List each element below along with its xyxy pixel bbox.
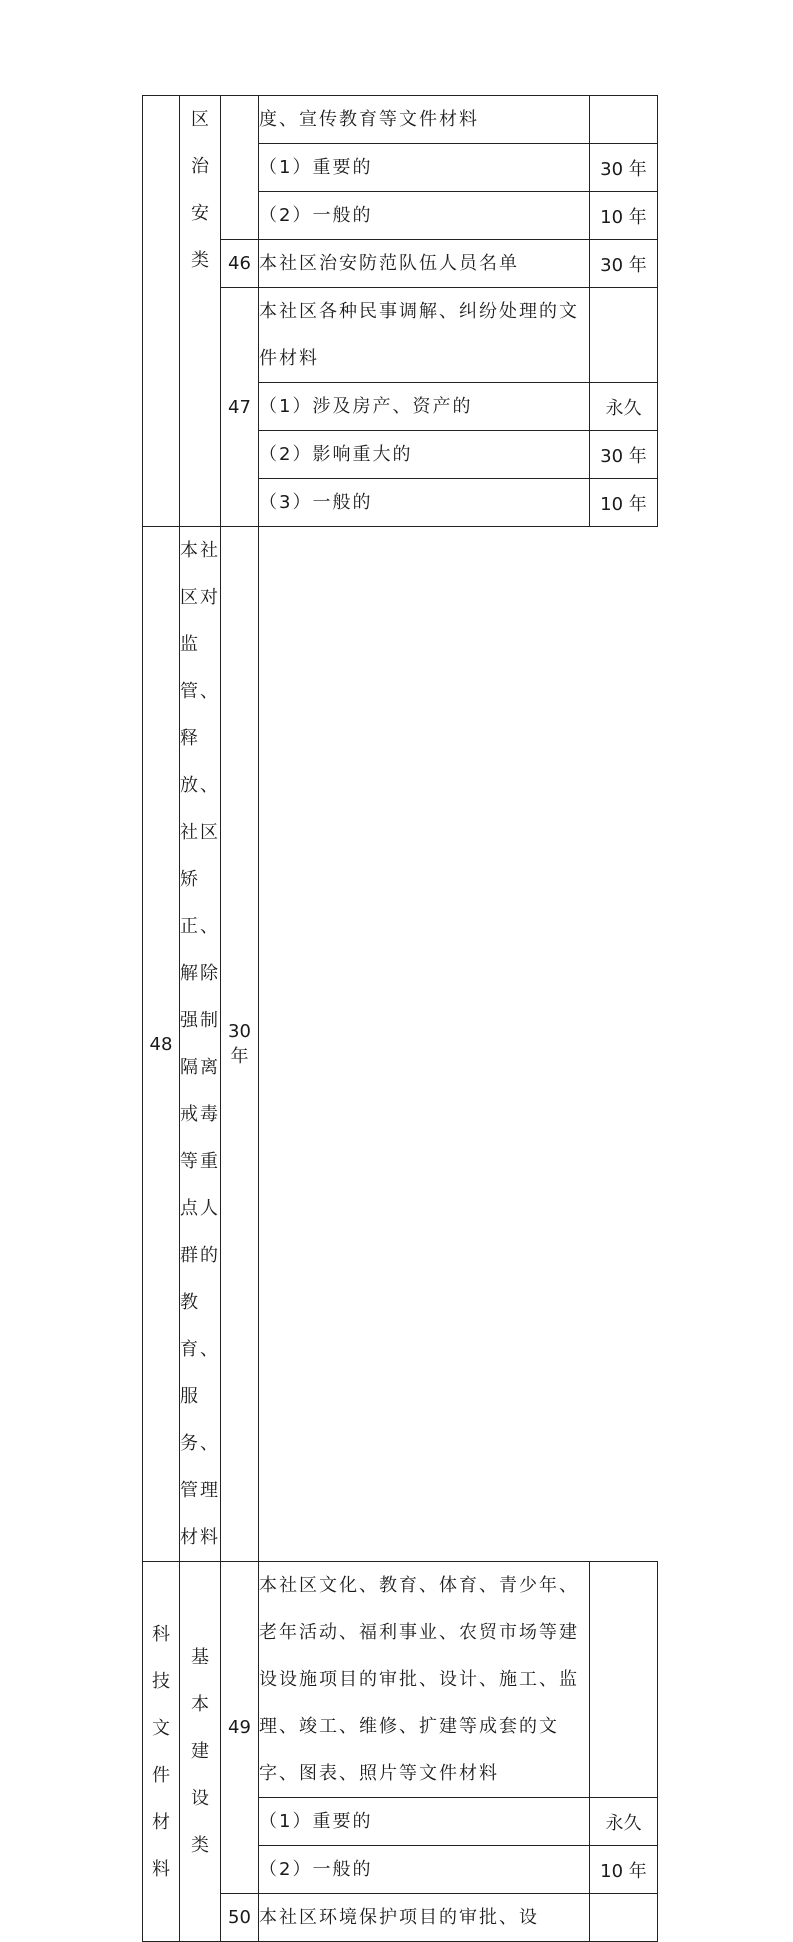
retention-period: 10 年 <box>590 479 658 527</box>
item-content: 本社区环境保护项目的审批、设 <box>259 1894 590 1942</box>
item-content: 本社区各种民事调解、纠纷处理的文件材料 <box>259 288 590 383</box>
item-number: 47 <box>221 288 259 527</box>
table-row <box>143 1562 658 1798</box>
retention-period: 永久 <box>590 1798 658 1846</box>
item-content: 本社区治安防范队伍人员名单 <box>259 240 590 288</box>
item-content: （3）一般的 <box>259 479 590 527</box>
table-row <box>143 96 658 144</box>
item-number-cell-empty <box>221 96 259 240</box>
item-number: 46 <box>221 240 259 288</box>
table-row <box>143 288 658 383</box>
retention-period: 30 年 <box>590 240 658 288</box>
retention-period <box>590 288 658 383</box>
retention-period: 30 年 <box>221 527 259 1562</box>
retention-period: 10 年 <box>590 192 658 240</box>
retention-period <box>590 1894 658 1942</box>
category-cell-public-security <box>180 96 221 527</box>
item-content: （2）一般的 <box>259 192 590 240</box>
category-label-infrastructure: 基本建设类 <box>190 1647 209 1856</box>
category-cell-tech-documents <box>143 1562 180 1942</box>
retention-period: 永久 <box>590 383 658 431</box>
item-number: 50 <box>221 1894 259 1942</box>
category-cell-infrastructure <box>180 1562 221 1942</box>
table-row <box>143 1894 658 1942</box>
item-content: 度、宣传教育等文件材料 <box>259 96 590 144</box>
table-row <box>143 527 658 1562</box>
category-label-public-security: 区治安类 <box>190 109 209 271</box>
item-content: （1）重要的 <box>259 144 590 192</box>
retention-period: 30 年 <box>590 431 658 479</box>
retention-period: 30 年 <box>590 144 658 192</box>
retention-period <box>590 1562 658 1798</box>
item-number: 48 <box>143 527 180 1562</box>
item-content: （2）一般的 <box>259 1846 590 1894</box>
retention-period: 10 年 <box>590 1846 658 1894</box>
archive-retention-table <box>142 95 658 1942</box>
item-content: （1）涉及房产、资产的 <box>259 383 590 431</box>
item-number: 49 <box>221 1562 259 1894</box>
item-content: 本社区文化、教育、体育、青少年、老年活动、福利事业、农贸市场等建设设施项目的审批、设计、施工、监理、竣工、维修、扩建等成套的文字、图表、照片等文件材料 <box>259 1562 590 1798</box>
item-content: （2）影响重大的 <box>259 431 590 479</box>
category-cell-top-empty <box>143 96 180 527</box>
category-label-tech-documents: 科技文件材料 <box>151 1623 170 1880</box>
retention-period <box>590 96 658 144</box>
item-content: （1）重要的 <box>259 1798 590 1846</box>
item-content: 本社区对监管、释放、社区矫正、解除强制隔离戒毒等重点人群的教育、服务、管理材料 <box>180 527 221 1562</box>
table-row <box>143 240 658 288</box>
